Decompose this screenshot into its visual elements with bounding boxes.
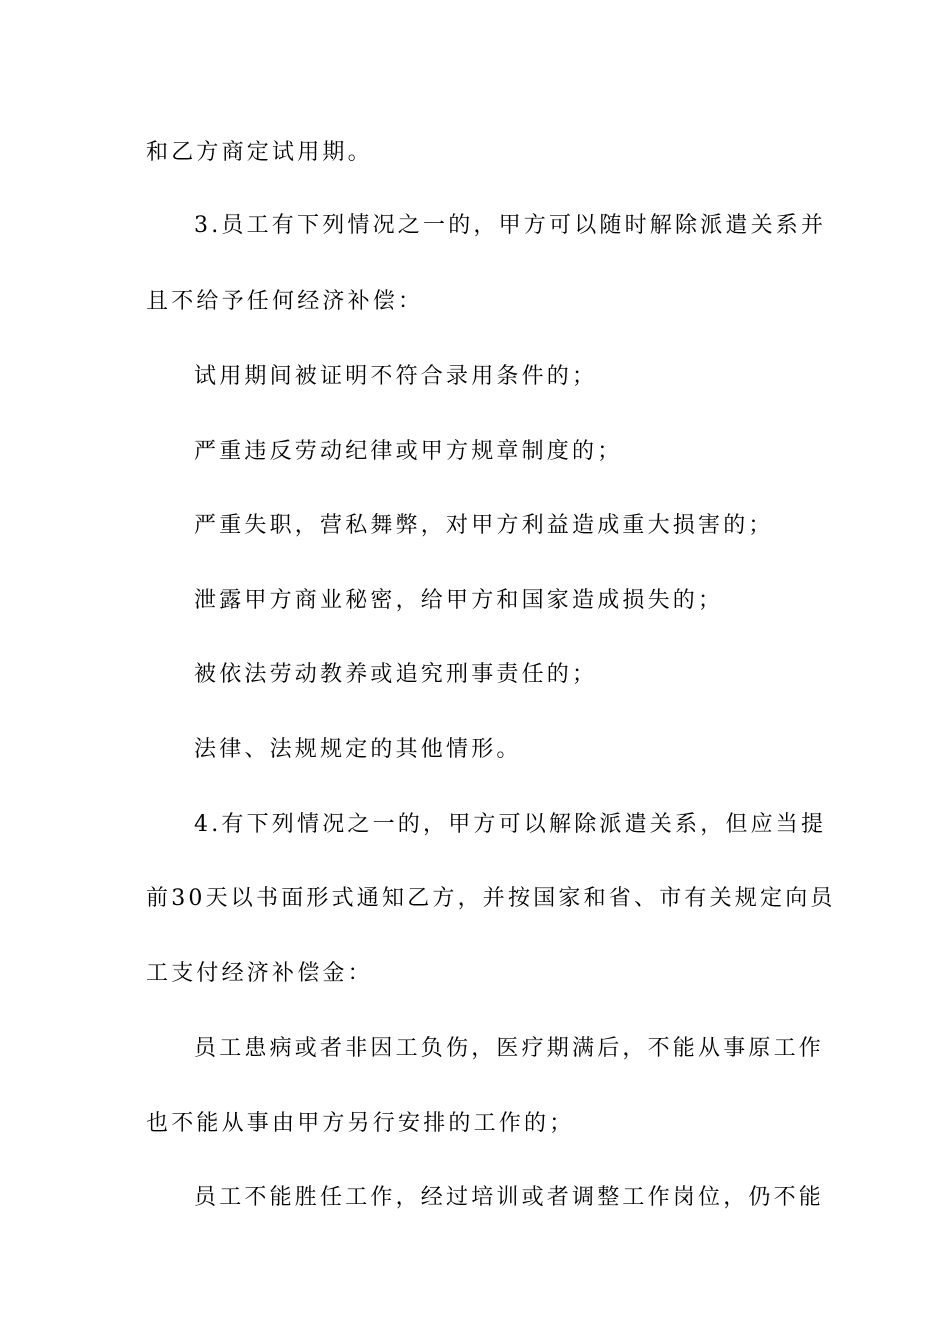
text-line: 严重失职，营私舞弊，对甲方利益造成重大损害的；: [194, 513, 774, 538]
text-line: 4.有下列情况之一的，甲方可以解除派遣关系，但应当提: [194, 812, 827, 837]
text-line: 员工不能胜任工作，经过培训或者调整工作岗位，仍不能: [194, 1185, 825, 1210]
text-line: 被依法劳动教养或追究刑事责任的；: [194, 662, 598, 687]
text-line: 也不能从事由甲方另行安排的工作的；: [146, 1111, 575, 1136]
text-line: 和乙方商定试用期。: [146, 140, 373, 165]
text-line: 员工患病或者非因工负伤，医疗期满后，不能从事原工作: [194, 1036, 825, 1061]
text-line: 试用期间被证明不符合录用条件的；: [194, 364, 598, 389]
text-line: 3.员工有下列情况之一的，甲方可以随时解除派遣关系并: [194, 213, 827, 238]
text-line: 泄露甲方商业秘密，给甲方和国家造成损失的；: [194, 588, 724, 613]
text-line: 工支付经济补偿金：: [146, 961, 373, 986]
text-line: 且不给予任何经济补偿：: [146, 289, 424, 314]
text-line: 前30天以书面形式通知乙方，并按国家和省、市有关规定向员: [146, 886, 836, 911]
text-line: 严重违反劳动纪律或甲方规章制度的；: [194, 439, 623, 464]
text-line: 法律、法规规定的其他情形。: [194, 737, 522, 762]
